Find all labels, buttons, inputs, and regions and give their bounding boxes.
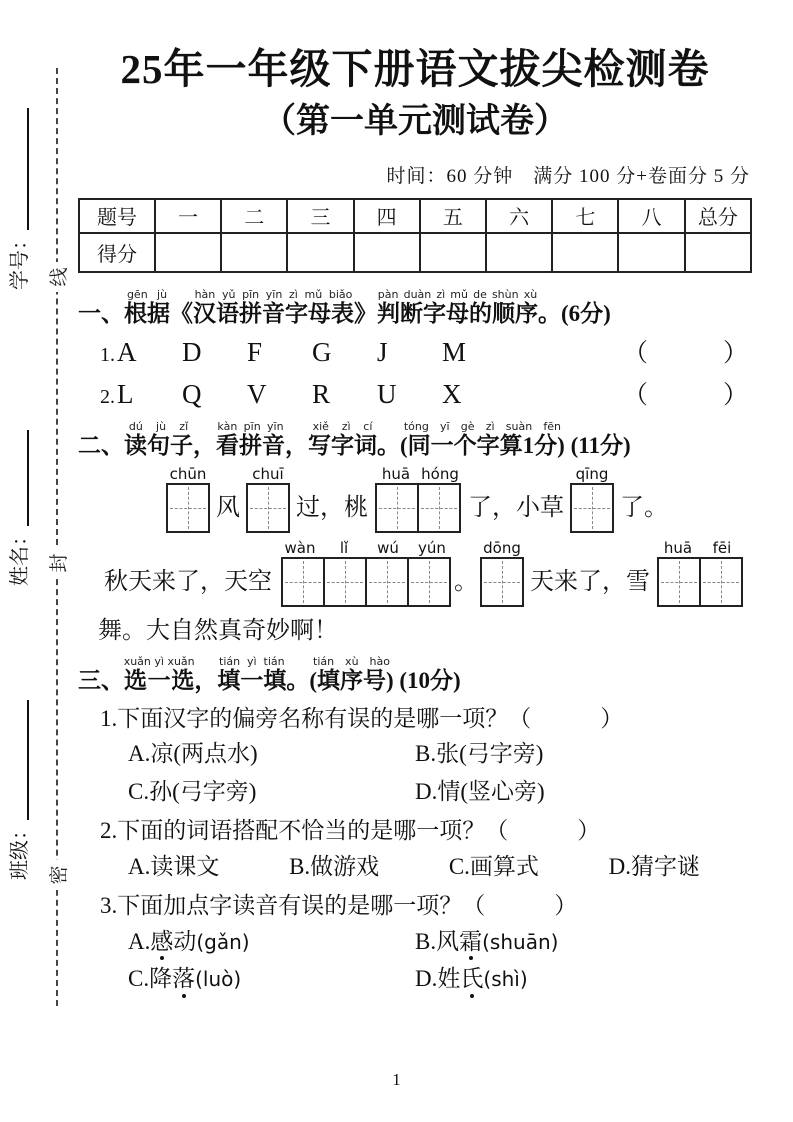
section1-word1: 根据gēn jù (124, 287, 170, 326)
score-cell-empty (221, 233, 287, 272)
box-row (281, 557, 451, 607)
name-blank-line (9, 430, 29, 526)
box-row (480, 557, 524, 607)
option-a (128, 927, 415, 957)
score-table (78, 198, 752, 273)
letter: X (442, 378, 462, 409)
pinyin-syllable: chūn (169, 465, 207, 484)
sentence-text: 风 (216, 495, 240, 522)
tian-grid-box (365, 557, 409, 607)
tian-grid-group (374, 465, 462, 533)
score-header-cell: 题号 (79, 199, 155, 233)
pinyin-row (278, 539, 454, 557)
pinyin-syllable: qīng (575, 465, 609, 484)
comma: ， (193, 432, 216, 458)
pinyin-row (570, 465, 614, 483)
pinyin-syllable: huā (381, 465, 411, 484)
section3-points: (10分) (393, 668, 461, 694)
comma: ， (285, 432, 308, 458)
tian-grid-box (699, 557, 743, 607)
question-2-options (78, 852, 752, 882)
letter: Q (182, 378, 202, 409)
letter: L (117, 378, 134, 409)
sentence-text: 了。 (620, 495, 668, 522)
score-cell-empty (420, 233, 486, 272)
pinyin-row (656, 539, 744, 557)
option-b: B.做游戏 (289, 853, 380, 879)
section1-number: 一、 (78, 300, 124, 326)
pinyin-annotation: (gǎn) (196, 929, 250, 954)
question-3: 3.下面加点字读音有误的是哪一项？（ ） (100, 892, 578, 918)
student-id-field (6, 72, 32, 290)
option-prefix: B.风 (415, 928, 460, 954)
tian-grid-box (323, 557, 367, 607)
score-header-cell: 二 (221, 199, 287, 233)
score-cell-empty (287, 233, 353, 272)
option-prefix: D.姓 (415, 966, 461, 992)
score-cell-empty (552, 233, 618, 272)
answer-bracket: （ ） (622, 381, 748, 409)
seal-char-mi: 密 (42, 860, 72, 890)
section2-heading (78, 421, 752, 459)
score-header-cell: 三 (287, 199, 353, 233)
paper-subtitle: （第一单元测试卷） (262, 103, 568, 141)
letter: D (182, 336, 202, 367)
tian-grid-group (656, 539, 744, 607)
option-prefix: C.降 (128, 966, 173, 992)
letter: U (377, 378, 397, 409)
sentence-text: 天来了，雪 (530, 569, 650, 596)
score-cell-empty (618, 233, 684, 272)
pinyin-syllable: lǐ (339, 539, 349, 558)
tian-grid-group (166, 465, 210, 533)
section2-number: 二、 (78, 432, 124, 458)
score-header-cell: 一 (155, 199, 221, 233)
class-blank-line (9, 700, 29, 820)
option-a: A.凉(两点水) (128, 741, 258, 767)
sentence-text: 了，小草 (468, 495, 564, 522)
option-c: C.孙(弓字旁) (128, 779, 257, 805)
section2-word1: 读句子dú jù zǐ (124, 419, 193, 458)
section2-points: (11分) (564, 432, 631, 458)
answer-bracket: （ ） (622, 339, 748, 367)
section1-word2: 汉语拼音字母表hàn yǔ pīn yīn zì mǔ biǎo (193, 287, 354, 326)
score-header-cell: 四 (354, 199, 420, 233)
score-row-label: 得分 (79, 233, 155, 272)
score-header-cell: 八 (618, 199, 684, 233)
dotted-character: 落 (172, 964, 195, 994)
tian-grid-group (246, 465, 290, 533)
class-label: 班级： (9, 820, 31, 880)
option-d: D.猜字谜 (608, 853, 700, 879)
question-1: 1.下面汉字的偏旁名称有误的是哪一项？（ ） (100, 705, 624, 731)
score-cell-empty (486, 233, 552, 272)
tian-grid-box (166, 483, 210, 533)
letter: G (312, 336, 332, 367)
box-row (375, 483, 461, 533)
pinyin-annotation: (shuān) (482, 929, 559, 954)
sentence-text: 秋天来了，天空 (104, 569, 272, 596)
letter-sequence-row-2 (78, 375, 752, 411)
pinyin-row (480, 539, 524, 557)
option-b (415, 927, 752, 957)
tian-grid-box (375, 483, 419, 533)
letter: J (377, 336, 388, 367)
tian-grid-group (278, 539, 454, 607)
tian-grid-box (281, 557, 325, 607)
paper-title: 25年一年级下册语文拔尖检测卷 (120, 46, 710, 92)
pinyin-syllable: yún (418, 539, 446, 558)
pinyin-syllable: wàn (284, 539, 316, 558)
section3-heading (78, 656, 752, 694)
score-cell-empty (354, 233, 420, 272)
question-1-options (78, 739, 752, 807)
score-cell-empty (155, 233, 221, 272)
pinyin-writing-line-2 (78, 539, 752, 607)
section2-note: (同一个字算1分)tóng yī gè zì suàn fēn (400, 419, 565, 458)
seal-char-xian: 线 (42, 262, 72, 292)
period: 。 (377, 432, 400, 458)
letter: A (117, 336, 137, 367)
box-row (657, 557, 743, 607)
tian-grid-box (407, 557, 451, 607)
dotted-character: 霜 (459, 927, 482, 957)
period: 。 (286, 668, 310, 694)
option-b: B.张(弓字旁) (415, 741, 544, 767)
tian-grid-box (246, 483, 290, 533)
letter: M (442, 336, 467, 367)
box-row (166, 483, 210, 533)
score-cell-empty (685, 233, 751, 272)
question-2: 2.下面的词语搭配不恰当的是哪一项？（ ） (100, 818, 601, 844)
pinyin-row (246, 465, 290, 483)
box-row (570, 483, 614, 533)
pinyin-syllable: hóng (421, 465, 459, 484)
section1-word3: 判断字母的顺序pàn duàn zì mǔ de shùn xù (377, 287, 538, 326)
pinyin-syllable: fēi (712, 539, 732, 558)
section3-word1: 选一选xuǎn yì xuǎn (123, 655, 195, 694)
sentence-text: 过，桃 (296, 495, 368, 522)
option-c (128, 964, 415, 994)
score-table-score-row (79, 233, 751, 272)
seal-char-feng: 封 (42, 548, 72, 578)
tian-grid-box (570, 483, 614, 533)
pinyin-syllable: wú (377, 539, 399, 558)
score-header-cell: 总分 (685, 199, 751, 233)
pinyin-writing-line-1 (78, 465, 752, 533)
option-prefix: A. (128, 928, 151, 954)
section1-heading (78, 289, 752, 327)
section3-note: (填序号)tián xù hào (309, 655, 394, 694)
sentence-continuation: 舞。大自然真奇妙啊！ (98, 618, 338, 645)
tian-grid-box (480, 557, 524, 607)
item-number: 2. (100, 385, 115, 408)
tian-grid-box (657, 557, 701, 607)
section3-word2: 填一填tián yì tián (217, 655, 287, 694)
letter: V (247, 378, 267, 409)
comma: ， (194, 668, 218, 694)
page-number: 1 (392, 1070, 401, 1089)
option-a: A.读课文 (128, 853, 220, 879)
dotted-character: 氏 (460, 964, 483, 994)
option-rest: 动 (173, 928, 197, 954)
student-id-label: 学号： (9, 230, 31, 290)
item-number: 1. (100, 343, 115, 366)
score-header-cell: 七 (552, 199, 618, 233)
name-field (6, 418, 32, 586)
section2-word3: 写字词xiě zì cí (308, 419, 377, 458)
letter: F (247, 336, 263, 367)
letter-sequence-row-1 (78, 333, 752, 369)
tian-grid-group (570, 465, 614, 533)
score-table-header-row (79, 199, 751, 233)
question-3-options (78, 927, 752, 995)
pinyin-row (374, 465, 462, 483)
pinyin-row (166, 465, 210, 483)
section2-word2: 看拼音kàn pīn yīn (216, 419, 285, 458)
pinyin-syllable: chuī (252, 465, 284, 484)
dotted-character: 感 (150, 927, 173, 957)
pinyin-syllable: huā (663, 539, 693, 558)
score-header-cell: 六 (486, 199, 552, 233)
name-label: 姓名： (9, 526, 31, 586)
option-d (415, 964, 752, 994)
section1-points: 。(6分) (538, 300, 611, 326)
pinyin-syllable: dōng (483, 539, 521, 558)
pinyin-annotation: (luò) (195, 967, 242, 992)
letter: R (312, 378, 331, 409)
close-book-bracket: 》 (354, 300, 377, 326)
class-field (6, 682, 32, 880)
tian-grid-group (480, 539, 524, 607)
student-id-blank-line (9, 108, 29, 230)
pinyin-annotation: (shì) (483, 967, 528, 992)
box-row (246, 483, 290, 533)
option-d: D.情(竖心旁) (415, 779, 545, 805)
paper-content (78, 0, 752, 994)
score-header-cell: 五 (420, 199, 486, 233)
open-book-bracket: 《 (170, 300, 193, 326)
option-c: C.画算式 (448, 853, 539, 879)
time-score-info: 时间：60 分钟 满分 100 分+卷面分 5 分 (386, 165, 750, 187)
tian-grid-box (417, 483, 461, 533)
section3-number: 三、 (78, 668, 124, 694)
period: 。 (454, 569, 478, 596)
